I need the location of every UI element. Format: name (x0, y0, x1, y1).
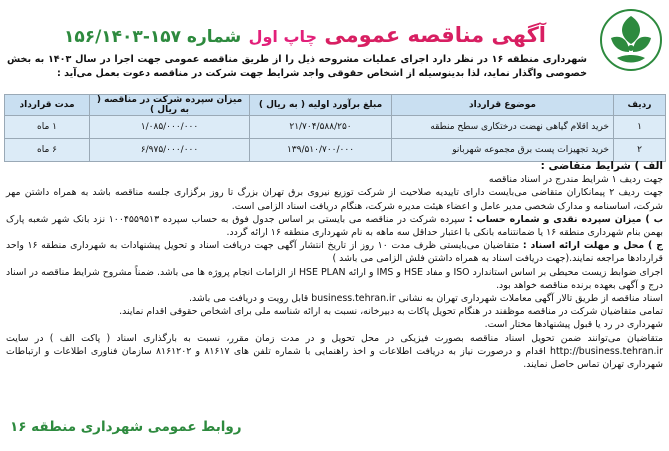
condition-h: متقاضیان می‌توانند ضمن تحویل اسناد مناقصه بصورت فیزیکی در محل تحویل و در مدت زمان مقرر، نسبت به بارگذاری اسناد ( پاکت الف ) در سایت http://business.tehran.ir اقدام و درصورت نیاز به دریافت اطلاعات و اخذ راهنمایی با شماره تلفن های ۸۱۶۱۷ و ۸۱۶۱۲۰۲ سازمان فناوری اطلاعات و ارتباطات شهرداری تهران تماس حاصل نمایند. (6, 332, 663, 371)
notice-title (40, 22, 570, 48)
table-header-row (5, 95, 666, 116)
condition-c-text: متقاضیان می‌بایستی ظرف مدت ۱۰ روز از تاریخ انتشار آگهی جهت دریافت اسناد و تحویل پیشنهادات به شهرداری منطقه ۱۶ واحد قراردادها مراجعه نمایند.(جهت دریافت اسناد به همراه داشتن فلش الزامی می باشد ) (6, 240, 663, 265)
condition-a1: جهت ردیف ۱ شرایط مندرج در اسناد مناقصه (488, 174, 663, 186)
condition-e: اسناد مناقصه از طریق تالار آگهی معاملات شهرداری تهران به نشانی business.tehran.ir قابل رویت و دریافت می باشد. (189, 293, 663, 305)
row-subject: خرید اقلام گیاهی نهضت درختکاری سطح منطقه (392, 116, 614, 139)
row-duration: ۱ ماه (5, 116, 90, 139)
condition-g: شهرداری در رد یا قبول پیشنهادها مختار است. (484, 319, 663, 331)
condition-f: تمامی متقاضیان شرکت در مناقصه موظفند در هنگام تحویل پاکات به دبیرخانه، نسبت به ارائه شناسه ملی برای اشخاص حقوقی اقدام نمایند. (119, 306, 663, 318)
conditions-section (6, 160, 663, 371)
condition-b (6, 213, 663, 239)
row-estimate: ۲۱/۷۰۴/۵۸۸/۲۵۰ (250, 116, 392, 139)
table-row (5, 139, 666, 162)
title-main: آگهی مناقصه عمومی (324, 23, 547, 47)
condition-c (6, 239, 663, 265)
tender-table (4, 94, 666, 162)
title-print: چاپ اول (248, 27, 318, 46)
table-row (5, 116, 666, 139)
intro-paragraph: شهرداری منطقه ۱۶ در نظر دارد اجرای عملیات مشروحه ذیل را از طریق مناقصه عمومی جهت اجرا در سال ۱۴۰۳ به بخش خصوصی واگذار نماید، لذا بدینوسیله از اشخاص حقوقی واجد شرایط جهت شرکت در مناقصه دعوت بعمل می‌آید : (7, 54, 587, 79)
condition-b-text: سپرده شرکت در مناقصه می بایستی بر اساس جدول فوق به حساب سپرده ۱۰۰۴۵۵۹۵۱۳ نزد بانک شهر شعبه پارک بهمن بنام شهرداری منطقه ۱۶ یا ضمانتنامه بانکی با اعتبار حداقل سه ماهه به نام شهرداری منطقه ۱۶ ارائه گردد. (6, 213, 663, 239)
title-number: شماره ۱۵۷-۱۵۶/۱۴۰۳ (63, 27, 242, 47)
column-header: میزان سپرده شرکت در مناقصه ( به ریال ) (90, 95, 250, 116)
condition-a2: جهت ردیف ۲ پیمانکاران متقاضی می‌بایست دارای تاییدیه صلاحیت از شرکت توزیع نیروی برق تهران بزرگ تا روز برگزاری جلسه مناقصه باشد به همراه داشتن مهر شرکت، اساسنامه و مدارک شخصی مدیر عامل و اعضاء هیئت مدیره شرکت، هنگام دریافت اسناد الزامی است. (6, 187, 663, 212)
column-header: ردیف (614, 95, 666, 116)
column-header: مدت قرارداد (5, 95, 90, 116)
condition-d: اجرای ضوابط زیست محیطی بر اساس استاندارد ISO و مفاد HSE و IMS و ارائه HSE PLAN از الزامات انجام پروژه ها می باشد. ضمناً مشروح شرایط مناقصه در اسناد درج و آگهی بعهده برنده مناقصه خواهد بود. (6, 266, 663, 291)
tehran-municipality-logo (599, 8, 663, 72)
row-index: ۱ (614, 116, 666, 139)
row-estimate: ۱۳۹/۵۱۰/۷۰۰/۰۰۰ (250, 139, 392, 162)
row-duration: ۶ ماه (5, 139, 90, 162)
row-index: ۲ (614, 139, 666, 162)
column-header: مبلغ برآورد اولیه ( به ریال ) (250, 95, 392, 116)
conditions-heading: الف ) شرایط متقاضی : (540, 160, 663, 172)
row-deposit: ۱/۰۸۵/۰۰۰/۰۰۰ (90, 116, 250, 139)
condition-b-label: ب ) میزان سپرده نقدی و شماره حساب : (468, 213, 664, 225)
column-header: موضوع قرارداد (392, 95, 614, 116)
footer-public-relations: روابط عمومی شهرداری منطقه ۱۶ (10, 419, 242, 435)
row-deposit: ۶/۹۷۵/۰۰۰/۰۰۰ (90, 139, 250, 162)
row-subject: خرید تجهیزات پست برق مجموعه شهربانو (392, 139, 614, 162)
condition-c-label: ج ) محل و مهلت ارائه اسناد : (522, 240, 663, 252)
